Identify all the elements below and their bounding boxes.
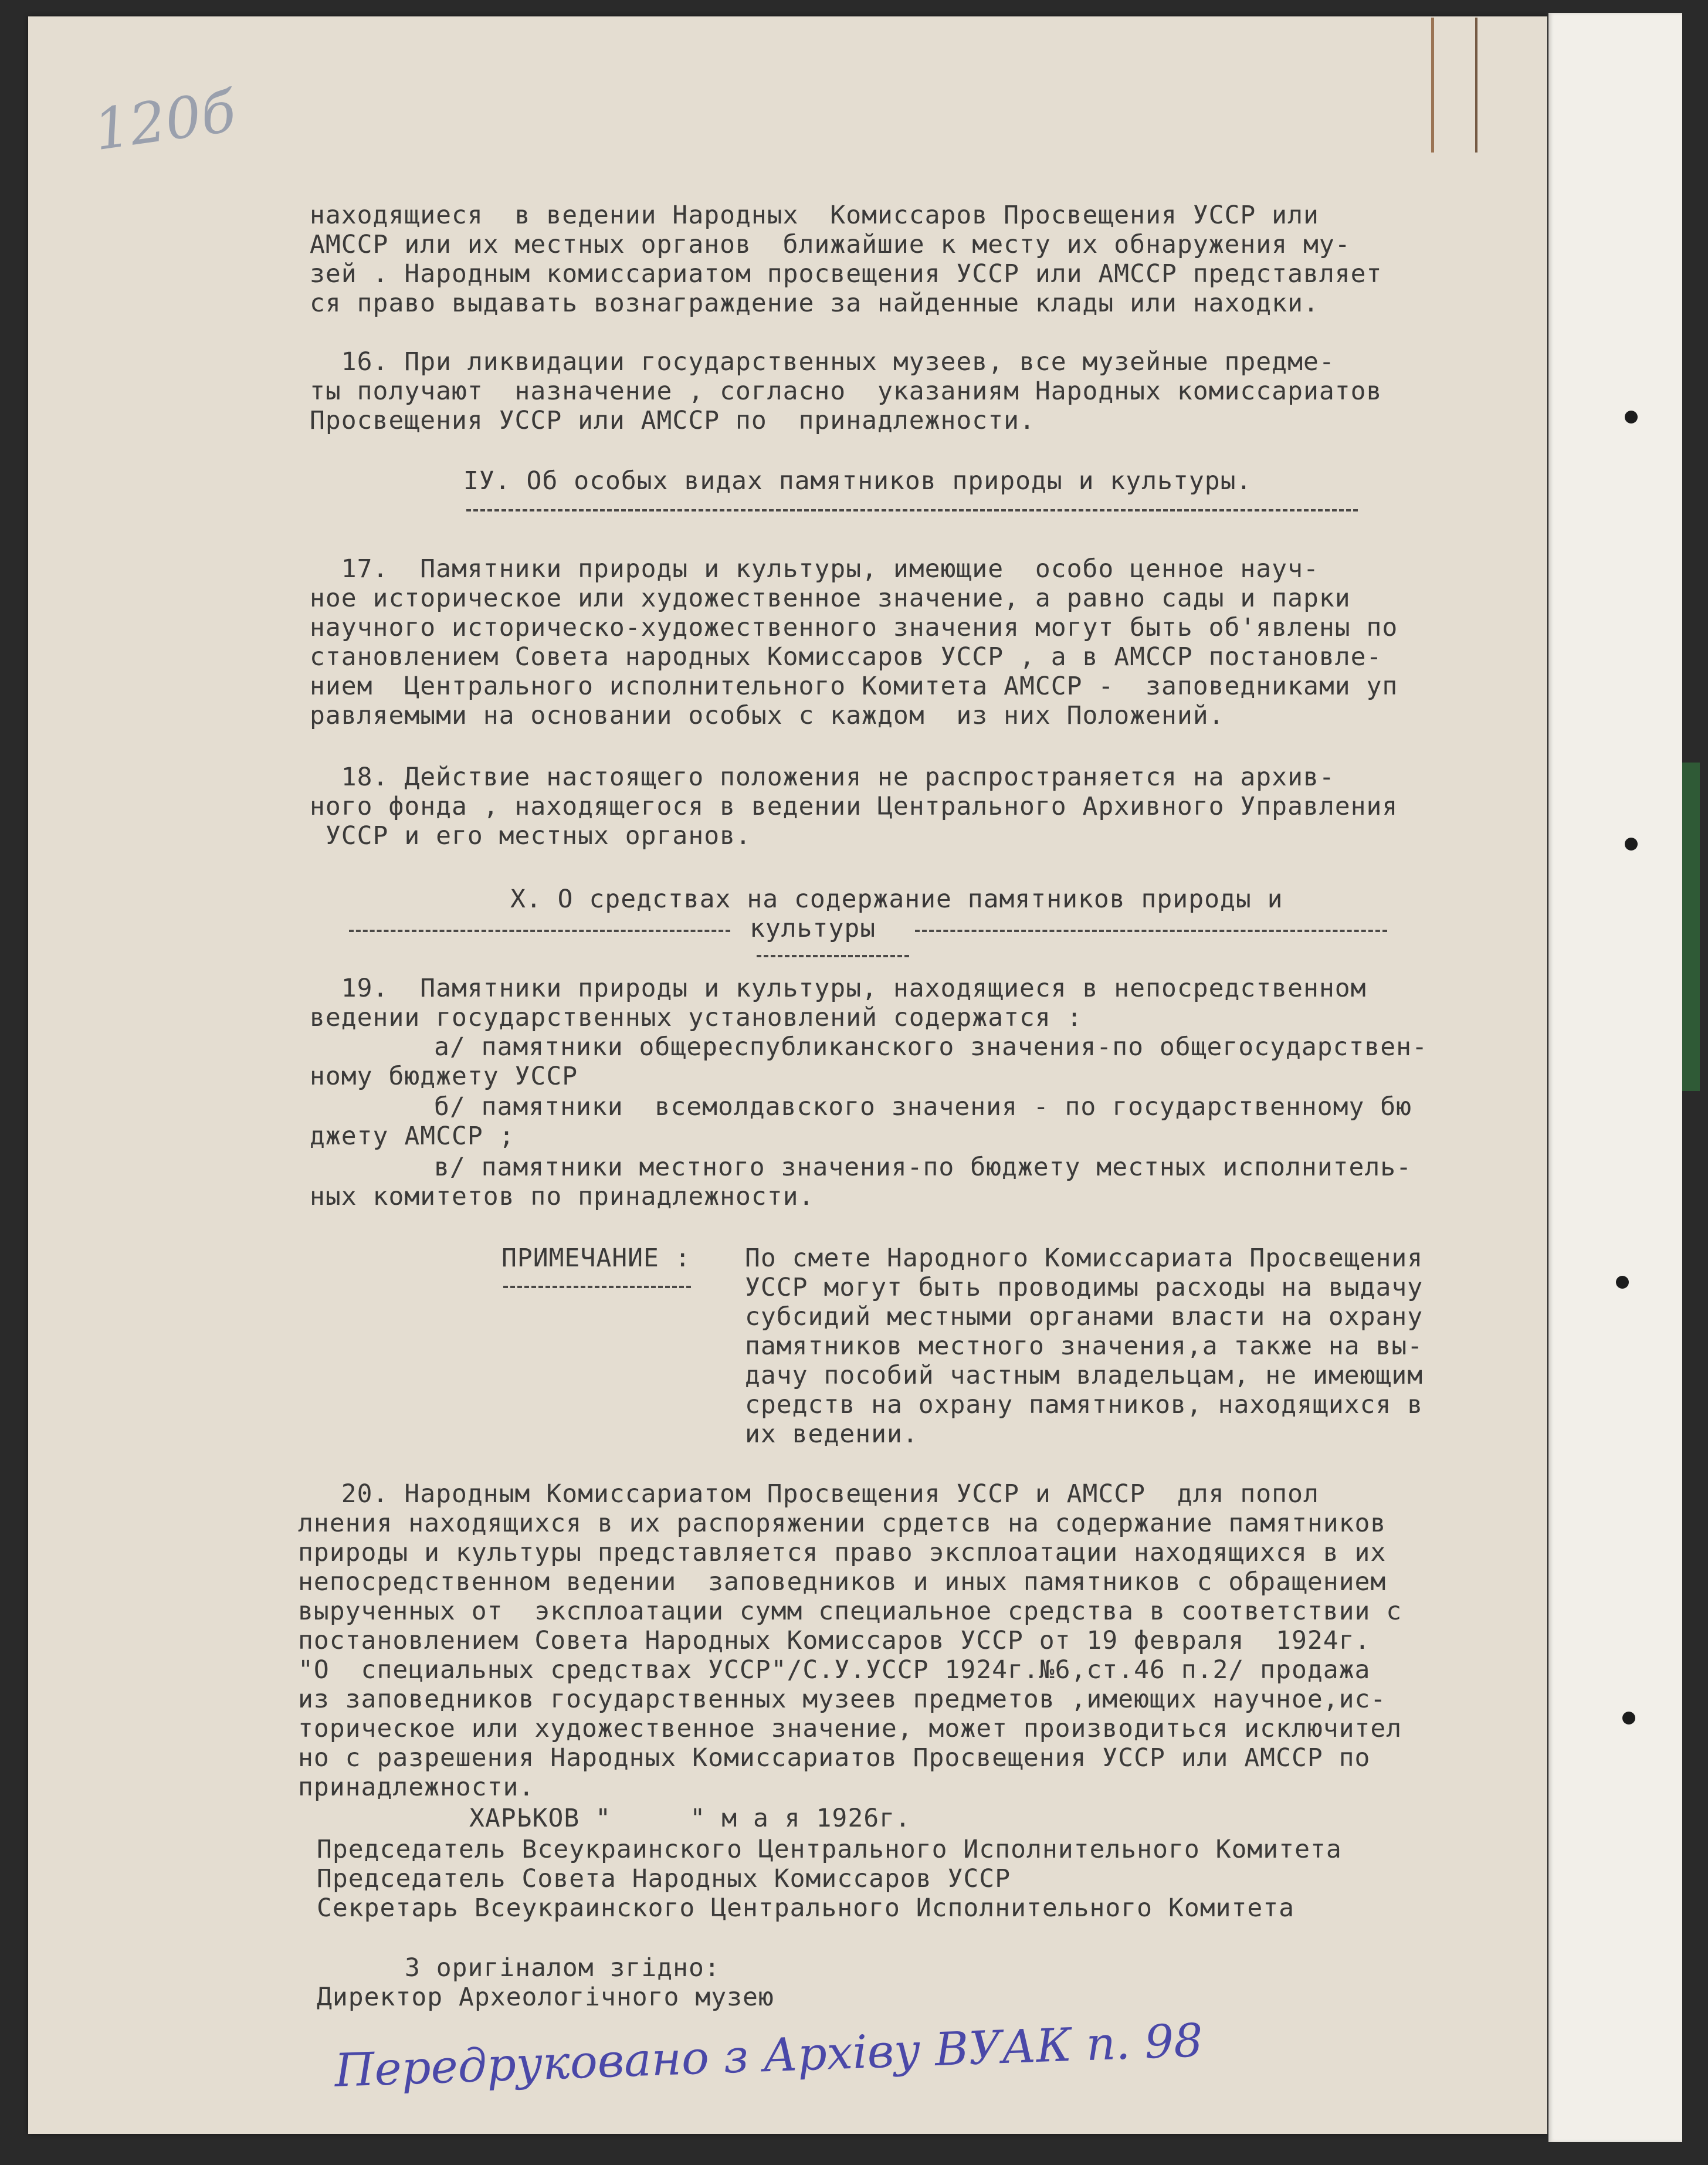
note-text-line: субсидий местными органами власти на охрану	[745, 1302, 1424, 1331]
text-line: но с разрешения Народных Комиссариатов Просвещения УССР или АМССР по	[298, 1743, 1371, 1773]
text-line: ты получают назначение , согласно указаниям Народных комиссариатов	[310, 377, 1382, 406]
text-line: становлением Совета народных Комиссаров УССР , а в АМССР постановле-	[310, 642, 1382, 672]
text-line: "О специальных средствах УССР"/С.У.УССР 1924г.№6,ст.46 п.2/ продажа	[298, 1655, 1371, 1685]
text-line: научного историческо-художественного значения могут быть об'явлены по	[310, 613, 1398, 642]
note-text-line: памятников местного значения,а также на вы-	[745, 1331, 1424, 1361]
heading-underline	[466, 509, 1358, 511]
text-line: природы и культуры представляется право эксплоатации находящихся в их	[298, 1538, 1387, 1567]
text-line: ся право выдавать вознаграждение за найденные клады или находки.	[310, 289, 1319, 318]
punch-hole	[1625, 838, 1638, 851]
text-line: джету АМССР ;	[310, 1122, 515, 1151]
text-line: б/ памятники всемолдавского значения - по государственному бю	[434, 1092, 1412, 1122]
text-line: ных комитетов по принадлежности.	[310, 1182, 815, 1211]
page-number: 120б	[90, 78, 240, 164]
punch-hole	[1625, 411, 1638, 423]
tape-mark	[1431, 18, 1477, 153]
note-text-line: их ведении.	[745, 1419, 919, 1449]
text-line: 16. При ликвидации государственных музеев, все музейные предме-	[310, 347, 1335, 377]
note-text-line: По смете Народного Комиссариата Просвещения	[745, 1244, 1424, 1273]
heading-underline	[349, 930, 730, 932]
text-line: вырученных от эксплоатации сумм специальное средства в соответствии с	[298, 1597, 1402, 1626]
text-line: постановлением Совета Народных Комиссаров УССР от 19 февраля 1924г.	[298, 1626, 1371, 1655]
text-line: непосредственном ведении заповедников и иных памятников с обращением	[298, 1567, 1387, 1597]
certification-line: Диpектор Археологічного музею	[317, 1983, 774, 2012]
note-text-line: УССР могут быть проводимы расходы на выдачу	[745, 1273, 1424, 1302]
section-heading: культуры	[750, 914, 876, 943]
text-line: АМССР или их местных органов ближайшие к месту их обнаружения му-	[310, 230, 1351, 259]
page-edge-strip	[1548, 13, 1682, 2142]
text-line: 20. Народным Комиссариатом Просвещения УССР и АМССР для попол	[310, 1479, 1319, 1509]
text-line: 18. Действие настоящего положения не распространяется на архив-	[310, 763, 1335, 792]
text-line: лнения находящихся в их распоряжении срдетсв на содержание памятников	[298, 1509, 1387, 1538]
text-line: ному бюджету УССР	[310, 1062, 578, 1091]
heading-underline	[915, 930, 1387, 932]
text-line: из заповедников государственных музеев предметов ,имеющих научное,ис-	[298, 1685, 1387, 1714]
signature-line: Секретарь Всеукраинского Центрального Исполнительного Комитета	[317, 1893, 1295, 1923]
text-line: находящиеся в ведении Народных Комиссаров Просвещения УССР или	[310, 201, 1319, 230]
note-label: ПРИМЕЧАНИЕ :	[501, 1244, 691, 1273]
text-line: принадлежности.	[298, 1773, 535, 1802]
text-line: торическое или художественное значение, может производиться исключител	[298, 1714, 1402, 1743]
note-text-line: средств на охрану памятников, находящихся в	[745, 1390, 1424, 1419]
text-line: а/ памятники общереспубликанского значения-по общегосударствен-	[434, 1032, 1428, 1062]
signature-line: Председатель Совета Народных Комиссаров УССР	[317, 1864, 1011, 1893]
text-line: в/ памятники местного значения-по бюджету местных исполнитель-	[434, 1153, 1412, 1182]
text-line: ведении государственных установлений содержатся :	[310, 1003, 1083, 1032]
heading-underline	[757, 955, 909, 957]
text-line: 19. Памятники природы и культуры, находящиеся в непосредственном	[310, 974, 1367, 1003]
text-line: равляемыми на основании особых с каждом из них Положений.	[310, 701, 1225, 730]
text-line: Просвещения УССР или АМССР по принадлежности.	[310, 406, 1035, 435]
handwritten-note: Передруковано з Архіву ВУАК п. 98	[333, 2014, 1204, 2098]
text-line: зей . Народным комиссариатом просвещения УССР или АМССР представляет	[310, 259, 1382, 289]
text-line: нием Центрального исполнительного Комитета АМССР - заповедниками уп	[310, 672, 1398, 701]
punch-hole	[1616, 1276, 1629, 1289]
certification-line: З оригіналом згідно:	[405, 1953, 720, 1983]
text-line: 17. Памятники природы и культуры, имеющие особо ценное науч-	[310, 554, 1319, 584]
section-heading: IУ. Об особых видах памятников природы и культуры.	[463, 466, 1252, 496]
punch-hole	[1622, 1712, 1635, 1724]
note-text-line: дачу пособий частным владельцам, не имеющим	[745, 1361, 1424, 1390]
note-label-underline	[503, 1286, 691, 1288]
text-line: ного фонда , находящегося в ведении Центрального Архивного Управления	[310, 792, 1398, 821]
place-date: ХАРЬКОВ " " м а я 1926г.	[469, 1804, 911, 1833]
section-heading: Х. О средствах на содержание памятников природы и	[510, 885, 1283, 914]
binder-edge	[1682, 763, 1700, 1091]
text-line: ное историческое или художественное значение, а равно сады и парки	[310, 584, 1351, 613]
text-line: УССР и его местных органов.	[310, 821, 751, 851]
signature-line: Председатель Всеукраинского Центрального Исполнительного Комитета	[317, 1835, 1342, 1864]
